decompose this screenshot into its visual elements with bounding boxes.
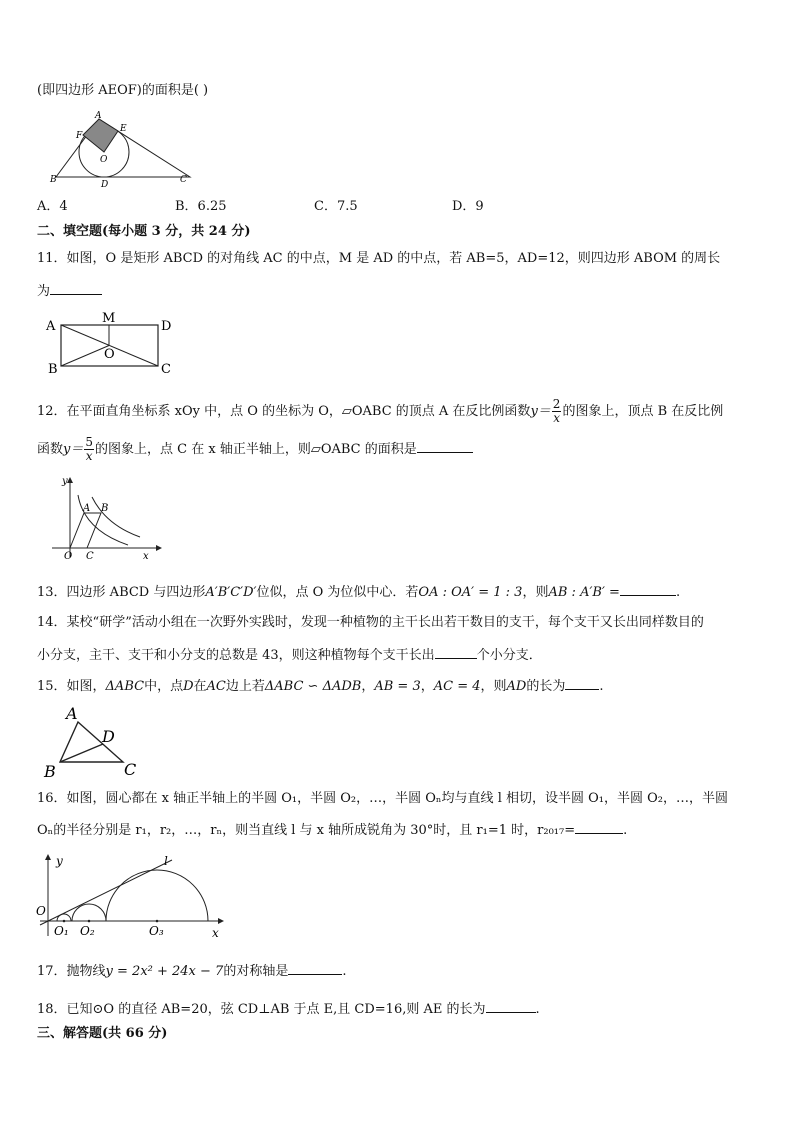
q10-label-d: D [101,180,109,190]
q16-label-x: x [212,926,219,940]
q12-text-1b: 的图象上，顶点 B 在反比例 [562,404,724,419]
q13-ratio-ask: AB : A′B′ = [548,585,620,600]
q10-option-c[interactable]: C．7.5 [314,199,358,214]
q12-answer-blank[interactable] [417,439,473,453]
q12-figure [48,475,163,560]
q13-text-c: ，则 [522,585,549,600]
q12-label-y: y [62,476,68,487]
q14-text-a: 小分支，主干、支干和小分支的总数是 43，则这种植物每个支干长出 [37,648,435,663]
q15-text-d: 边上若 [225,679,265,694]
q15-text-b: 中，点 [144,679,184,694]
q15-ad: AD [506,679,527,694]
q15-text-f: ， [420,679,434,694]
q10-figure [48,110,198,190]
q12-line-2 [37,436,473,464]
q11-label-a: A [46,319,56,334]
q16-label-o2: O₂ [80,924,95,938]
q18-text-a: 18．已知⊙O 的直径 AB=20，弦 CD⊥AB 于点 E,且 CD=16,则 AE 的长为 [37,1002,486,1017]
q15-ac: AC = 4 [433,679,481,694]
q13-text-a: 13．四边形 ABCD 与四边形 [37,585,206,600]
q16-line-2 [37,820,627,840]
q13-quad-prime: A′B′C′D′ [205,585,257,600]
q11-label-b: B [48,362,58,377]
q12-func2-num: 5 [85,435,94,449]
section-2-heading: 二、填空题(每小题 3 分，共 24 分) [37,224,251,239]
q14-answer-blank[interactable] [435,645,477,659]
q12-label-c: C [86,551,94,560]
q15-ab: AB = 3 [374,679,421,694]
q11-line-2 [37,281,102,301]
q16-label-o3: O₃ [149,924,164,938]
q11-label-d: D [161,319,172,334]
q11-line-1: 11．如图，O 是矩形 ABCD 的对角线 AC 的中点，M 是 AD 的中点，若 AB=5，AD=12，则四边形 ABOM 的周长 [37,251,721,266]
q12-label-x: x [143,551,149,560]
q12-func1-den: x [553,411,560,425]
q12-func1-num: 2 [552,397,561,411]
q12-func1-fraction [552,398,562,425]
q11-label-c: C [161,362,171,377]
q10-option-a[interactable]: A．4 [37,199,68,214]
section-3-heading: 三、解答题(共 66 分) [37,1026,168,1041]
q15-text-e: ， [361,679,375,694]
q12-func2-den: x [85,449,93,463]
q10-label-e: E [120,124,127,134]
q15-label-c: C [124,760,137,779]
q17-formula: y = 2x² + 24x − 7 [105,964,224,979]
q10-text: (即四边形 AEOF)的面积是( ) [37,83,209,98]
q16-text-a: Oₙ的半径分别是 r₁，r₂，…，rₙ，则当直线 l 与 x 轴所成锐角为 30°时，且 r₁=1 时，r₂₀₁₇= [37,823,576,838]
q10-label-a: A [95,111,102,121]
q10-label-b: B [50,175,57,185]
q13-ratio-given: OA : OA′ = 1 : 3 [418,585,523,600]
q15-label-b: B [44,762,56,779]
q12-text-2a: 函数 [37,442,64,457]
q16-line-1: 16．如图，圆心都在 x 轴正半轴上的半圆 O₁，半圆 O₂，…，半圆 Oₙ均与直线 l 相切，设半圆 O₁，半圆 O₂，…，半圆 [37,791,728,806]
q12-text-1a: 12．在平面直角坐标系 xOy 中，点 O 的坐标为 O，▱OABC 的顶点 A 在反比例函数 [37,404,531,419]
q12-text-2b: 的图象上，点 C 在 x 轴正半轴上，则▱OABC 的面积是 [95,442,417,457]
q12-label-b: B [101,503,109,514]
q13-line [37,582,680,602]
q15-figure [40,703,145,779]
q16-figure [36,852,230,942]
q15-side-ac: AC [206,679,226,694]
q15-point-d: D [183,679,194,694]
q16-answer-blank[interactable] [575,820,623,834]
q17-line [37,961,346,981]
q12-label-o: O [64,551,73,560]
q11-answer-blank[interactable] [50,281,102,295]
q10-label-c: C [180,175,187,185]
q10-option-d[interactable]: D．9 [452,199,484,214]
q16-label-o1: O₁ [54,924,69,938]
q16-label-y: y [56,854,63,868]
q15-label-a: A [66,704,78,723]
q11-prefix: 为 [37,284,51,299]
q15-triangle: ΔABC [105,679,145,694]
q12-func2-lhs: y＝ [63,442,84,457]
q18-period: . [535,1002,540,1017]
q10-label-f: F [76,131,83,141]
q18-answer-blank[interactable] [486,999,536,1013]
q14-line-2 [37,645,542,665]
q12-func2-fraction [84,436,94,463]
q15-label-d: D [102,727,115,746]
q17-answer-blank[interactable] [288,961,342,975]
q15-text-h: 的长为 [526,679,566,694]
q15-period: . [599,679,604,694]
q11-label-m: M [102,311,116,326]
q12-line-1 [37,398,723,426]
q10-option-b[interactable]: B．6.25 [175,199,227,214]
q17-text-a: 17．抛物线 [37,964,106,979]
q15-text-a: 15．如图， [37,679,106,694]
q13-answer-blank[interactable] [620,582,676,596]
q11-label-o: O [104,347,115,362]
q15-answer-blank[interactable] [565,676,599,690]
q12-func1-lhs: y＝ [530,404,551,419]
q10-label-o: O [100,155,108,165]
q15-text-g: ，则 [480,679,507,694]
q13-text-b: 位似，点 O 为位似中心．若 [256,585,419,600]
q16-label-l: l [164,854,168,868]
q14-line-1: 14．某校“研学”活动小组在一次野外实践时，发现一种植物的主干长出若干数目的支干，每个支干又长出同样数目的 [37,615,704,630]
q14-text-b: 个小分支． [476,648,542,663]
q16-label-o: O [36,904,46,918]
q17-text-b: 的对称轴是 [223,964,289,979]
q15-line [37,676,604,696]
q13-period: . [675,585,681,600]
q12-label-a: A [83,503,91,514]
q15-similarity: ΔABC ∽ ΔADB [264,679,362,694]
q10-options [37,198,637,216]
q10-question-tail [37,82,208,100]
q16-period: . [623,823,628,838]
q18-line [37,999,540,1019]
q11-figure [44,310,184,378]
q15-text-c: 在 [193,679,207,694]
q17-period: . [342,964,347,979]
